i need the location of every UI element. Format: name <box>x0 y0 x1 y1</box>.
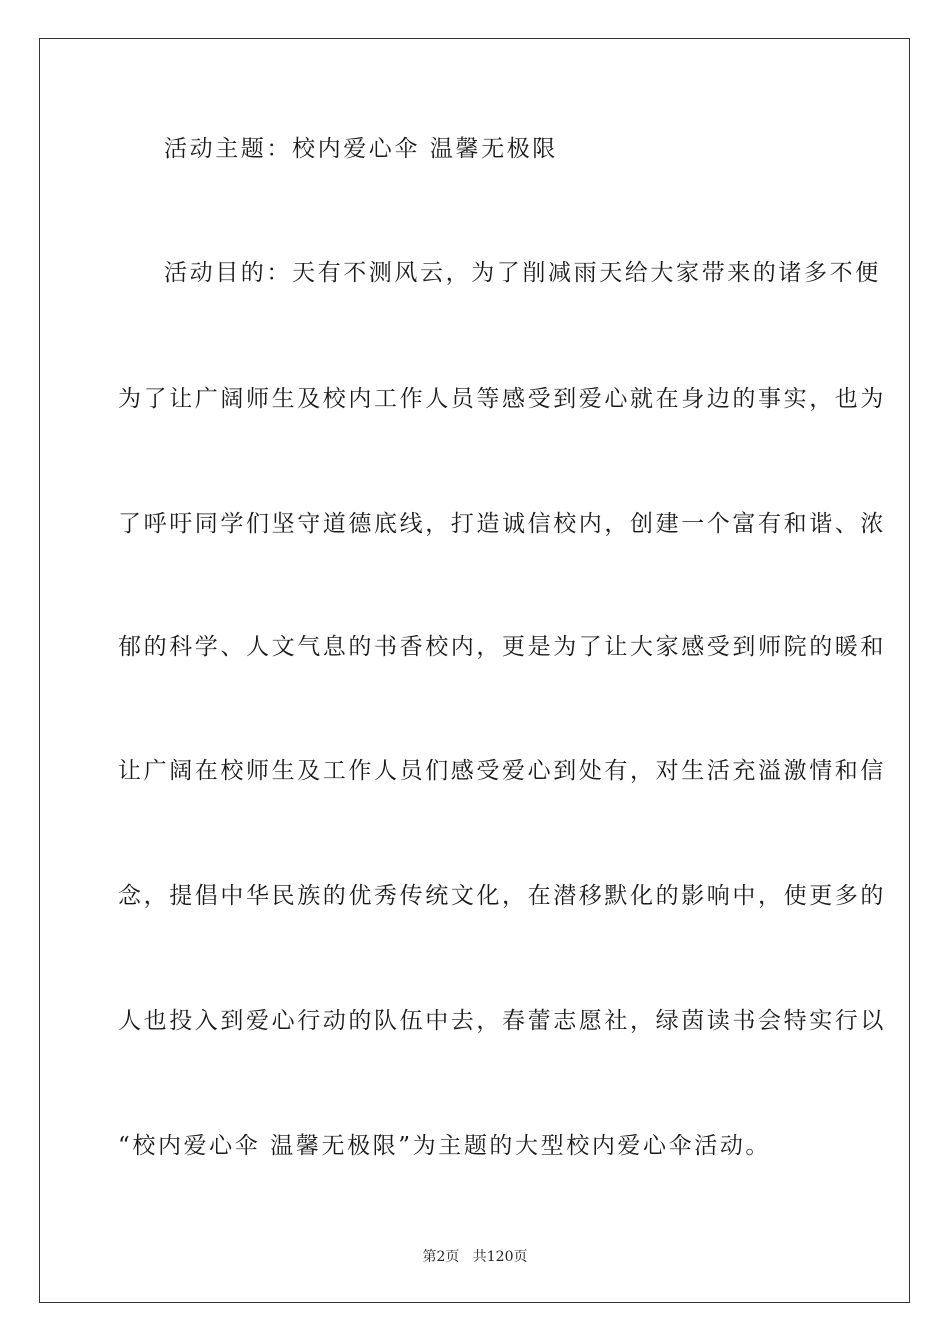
page-number-footer: 第2页 共120页 <box>422 1249 528 1265</box>
body-line-3: 了呼吁同学们坚守道德底线，打造诚信校内，创建一个富有和谐、浓 <box>118 511 886 537</box>
body-line-7: 人也投入到爱心行动的队伍中去，春蕾志愿社，绿茵读书会特实行以 <box>118 1008 886 1034</box>
body-line-5: 让广阔在校师生及工作人员们感受爱心到处有，对生活充溢激情和信 <box>118 758 886 784</box>
page-border <box>39 38 910 1303</box>
activity-theme-line: 活动主题：校内爱心伞 温馨无极限 <box>164 136 558 162</box>
body-line-2: 为了让广阔师生及校内工作人员等感受到爱心就在身边的事实，也为 <box>118 386 886 412</box>
body-line-4: 郁的科学、人文气息的书香校内，更是为了让大家感受到师院的暖和 <box>118 634 886 660</box>
body-line-6: 念，提倡中华民族的优秀传统文化，在潜移默化的影响中，使更多的 <box>118 883 886 909</box>
body-line-1: 活动目的：天有不测风云，为了削减雨天给大家带来的诸多不便 <box>164 260 881 286</box>
body-line-8: “校内爱心伞 温馨无极限”为主题的大型校内爱心伞活动。 <box>118 1133 772 1159</box>
